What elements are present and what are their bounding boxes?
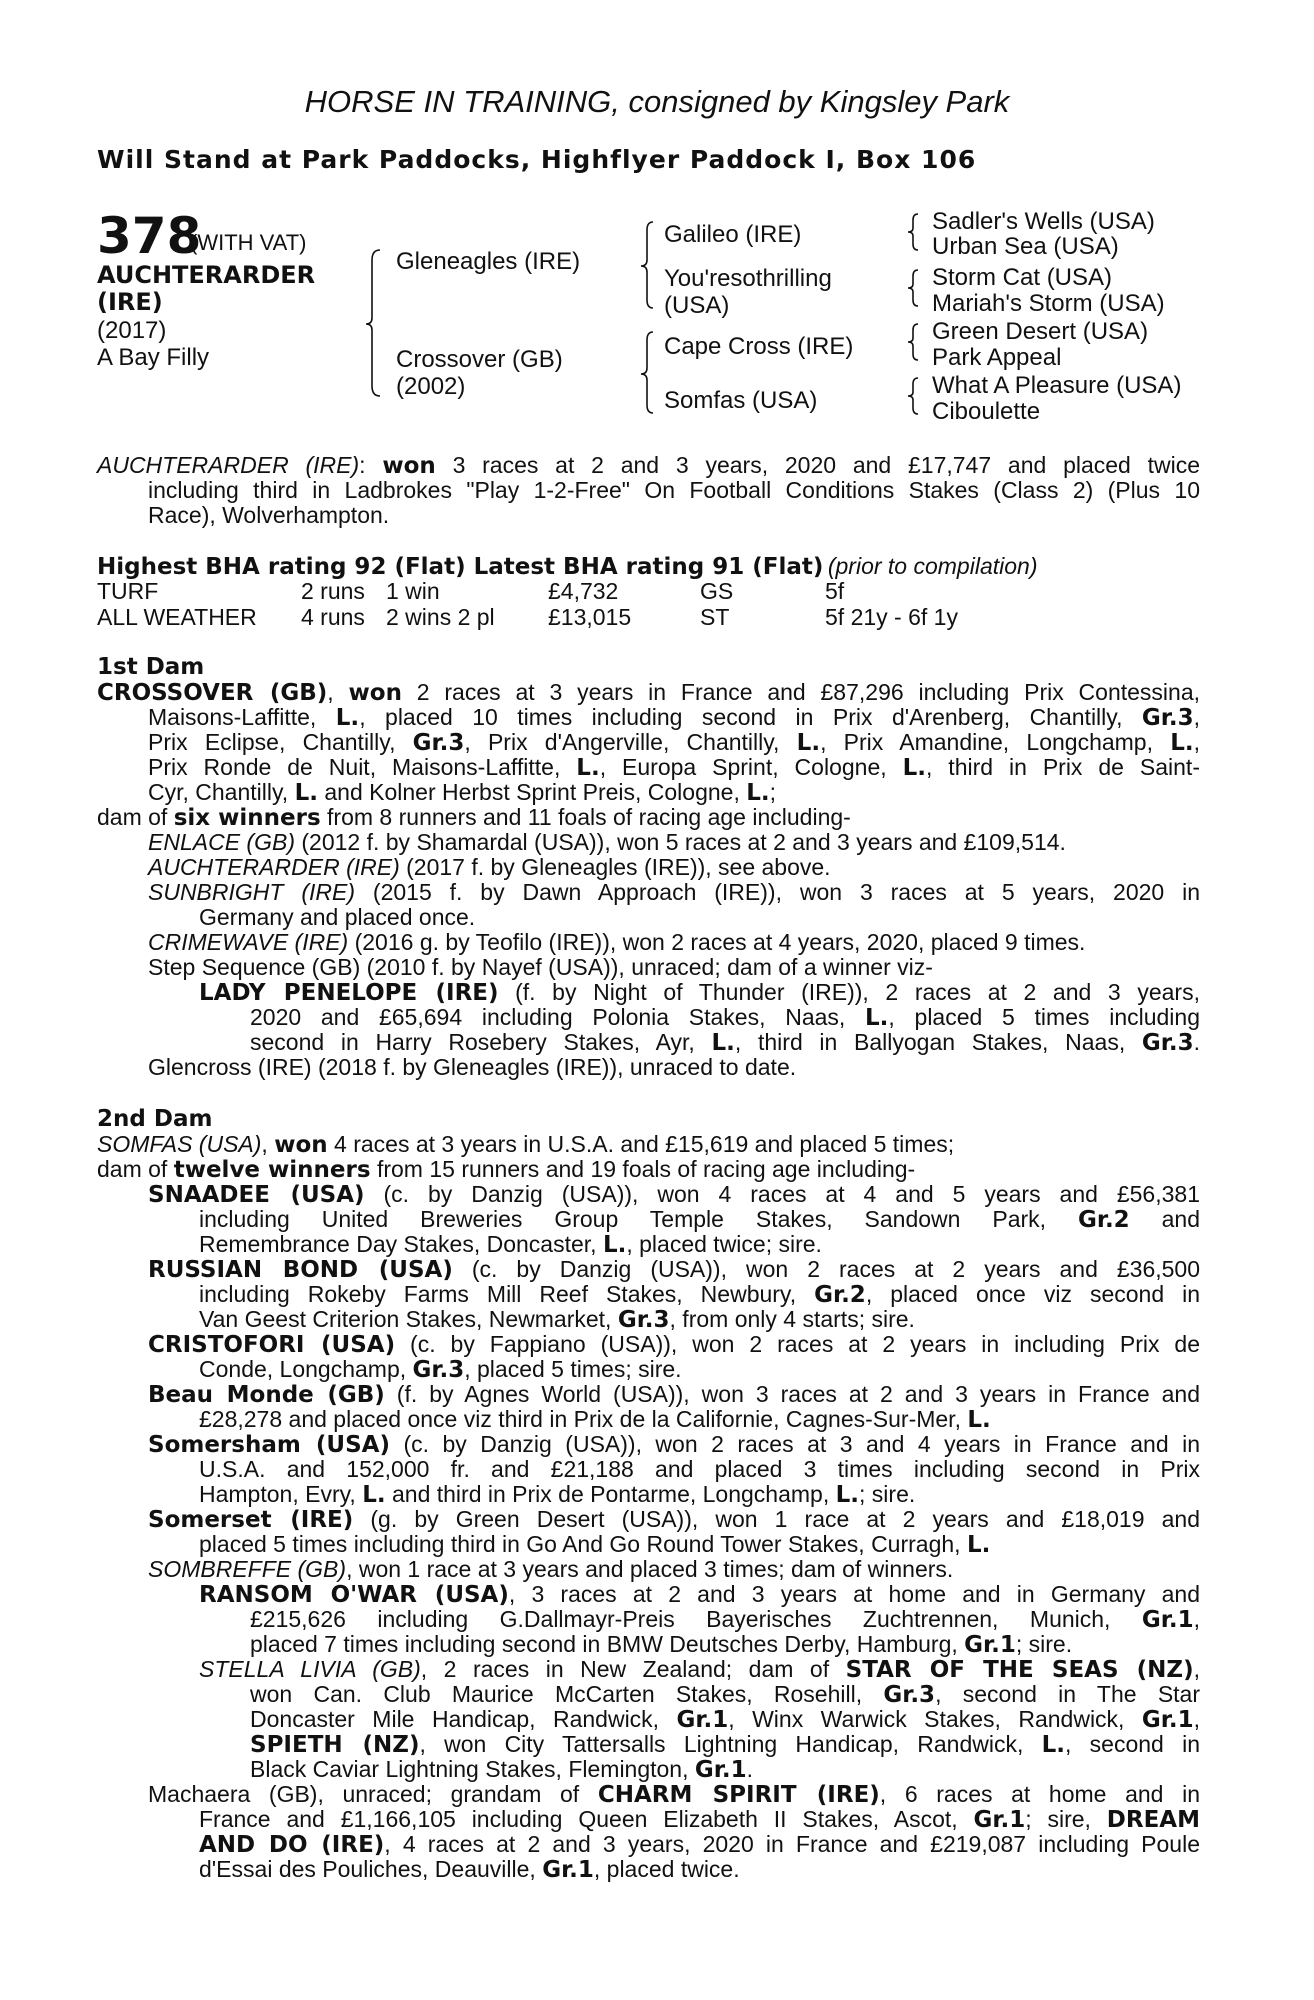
text: , xyxy=(327,679,349,705)
text: , second in The Star xyxy=(935,1681,1200,1707)
pedigree-bracket-g3-4 xyxy=(908,376,922,416)
text: , won 1 race at 3 years and placed 3 times; dam of winners. xyxy=(346,1556,954,1582)
horse-year: (2017) xyxy=(97,317,167,344)
grade-label: L. xyxy=(796,730,821,756)
grade-label: L. xyxy=(1041,1732,1066,1758)
pedigree-g3-7: What A Pleasure (USA) xyxy=(932,372,1182,399)
offspring-line xyxy=(250,1757,753,1783)
first-dam-line xyxy=(97,680,1200,706)
offspring-line xyxy=(199,1407,991,1433)
text: ; sire. xyxy=(1015,1631,1073,1657)
horse-name xyxy=(97,262,315,316)
text: (f. by Night of Thunder (IRE)), 2 races at 2 and 3 years, xyxy=(498,979,1200,1005)
offspring-name: AND DO (IRE) xyxy=(199,1832,385,1858)
dam-name: CROSSOVER (GB) xyxy=(97,680,328,706)
pedigree-dam-sire: Cape Cross (IRE) xyxy=(664,333,854,360)
text: (2017 f. by Gleneagles (IRE)), see above. xyxy=(399,854,831,880)
pedigree-dam xyxy=(396,346,563,400)
stand-location: Will Stand at Park Paddocks, Highflyer Paddock I, Box 106 xyxy=(97,145,977,174)
text: 4 races at 3 years in U.S.A. and £15,619 and placed 5 times; xyxy=(327,1131,955,1157)
offspring-name: SNAADEE (USA) xyxy=(148,1182,365,1208)
text: (g. by Green Desert (USA)), won 1 race at 2 years and £18,019 and xyxy=(353,1506,1200,1532)
text: , 2 races in New Zealand; dam of xyxy=(420,1656,846,1682)
grade-label: L. xyxy=(835,1482,860,1508)
pedigree-sire-sire: Galileo (IRE) xyxy=(664,221,802,248)
text: , xyxy=(1193,704,1200,730)
offspring-name: RUSSIAN BOND (USA) xyxy=(148,1257,453,1283)
grade-label: L. xyxy=(902,755,926,781)
rating-going: ST xyxy=(700,604,730,630)
second-dam-heading: 2nd Dam xyxy=(97,1106,213,1132)
pedigree-sire-dam xyxy=(664,265,832,319)
grade-label: Gr.3 xyxy=(617,1307,670,1333)
text: placed 5 times including third in Go And Go Round Tower Stakes, Curragh, xyxy=(199,1531,967,1557)
grade-label: Gr.1 xyxy=(964,1632,1016,1658)
offspring-name: CHARM SPIRIT (IRE) xyxy=(597,1782,880,1808)
pedigree-sire-dam-name: You'resothrilling xyxy=(664,265,832,292)
text: Maisons-Laffitte, xyxy=(148,704,336,730)
text: dam of xyxy=(97,1156,174,1182)
text: , 3 races at 2 and 3 years at home and in Germany and xyxy=(508,1581,1200,1607)
text: Prix Eclipse, Chantilly, xyxy=(148,729,413,755)
text: , won City Tattersalls Lightning Handicap, Randwick, xyxy=(419,1731,1042,1757)
text: Hampton, Evry, xyxy=(199,1481,363,1507)
text: £215,626 including G.Dallmayr-Preis Bayerisches Zuchtrennen, Munich, xyxy=(250,1606,1142,1632)
winners-count: six winners xyxy=(173,805,321,831)
grade-label: L. xyxy=(967,1407,991,1433)
text: and third in Prix de Pontarme, Longchamp, xyxy=(385,1481,836,1507)
ratings-row xyxy=(97,604,1247,630)
grade-label: L. xyxy=(335,705,360,731)
text: from 15 runners and 19 foals of racing age including- xyxy=(370,1156,916,1182)
offspring-line xyxy=(250,1707,1200,1733)
offspring-line xyxy=(148,1257,1200,1283)
rating-runs: 4 runs xyxy=(301,604,365,630)
pedigree-bracket-gen1 xyxy=(366,248,386,398)
offspring-name: DREAM xyxy=(1106,1807,1200,1833)
text: Doncaster Mile Handicap, Randwick, xyxy=(250,1706,677,1732)
text: , third in Ballyogan Stakes, Naas, xyxy=(734,1029,1142,1055)
text: 3 races at 2 and 3 years, 2020 and £17,747 and placed twice xyxy=(452,452,1201,478)
offspring-line: Germany and placed once. xyxy=(199,904,476,930)
won-label: won xyxy=(274,1132,328,1158)
offspring-line xyxy=(148,930,1085,955)
rating-prize: £4,732 xyxy=(548,578,619,604)
grade-label: L. xyxy=(576,755,600,781)
won-label: won xyxy=(348,680,402,706)
grade-label: L. xyxy=(602,1232,627,1258)
ratings-heading-text: Highest BHA rating 92 (Flat) Latest BHA rating 91 (Flat) xyxy=(97,554,824,580)
grade-label: L. xyxy=(362,1482,386,1508)
offspring-line xyxy=(199,1207,1200,1233)
offspring-line xyxy=(148,1782,1200,1808)
grade-label: L. xyxy=(294,780,318,806)
first-dam-line xyxy=(148,755,1200,781)
text: , xyxy=(261,1131,275,1157)
text: , second in xyxy=(1065,1731,1201,1757)
dam-name: SOMFAS (USA) xyxy=(97,1131,262,1157)
offspring-line xyxy=(199,1807,1200,1833)
rating-surface: ALL WEATHER xyxy=(97,604,257,630)
pedigree-bracket-sire xyxy=(641,220,659,310)
text: , xyxy=(1193,1706,1200,1732)
grade-label: Gr.1 xyxy=(1141,1607,1194,1633)
ratings-row xyxy=(97,578,1247,604)
offspring-line xyxy=(199,1532,990,1558)
offspring-line xyxy=(250,1030,1200,1056)
grade-label: L. xyxy=(711,1030,735,1056)
offspring-line xyxy=(199,1582,1200,1608)
offspring-line xyxy=(148,1557,953,1582)
text: (2015 f. by Dawn Approach (IRE)), won 3 races at 5 years, 2020 in xyxy=(355,879,1201,905)
rating-prize: £13,015 xyxy=(548,604,632,630)
text: Remembrance Day Stakes, Doncaster, xyxy=(199,1231,603,1257)
text: (c. by Danzig (USA)), won 4 races at 4 and 5 years and £56,381 xyxy=(364,1181,1200,1207)
text: 2020 and £65,694 including Polonia Stakes, Naas, xyxy=(250,1004,866,1030)
offspring-line xyxy=(199,1857,740,1883)
rating-distance: 5f 21y - 6f 1y xyxy=(825,604,958,630)
offspring-line xyxy=(148,1332,1200,1358)
rating-wins: 2 wins 2 pl xyxy=(386,604,495,630)
vat-note: (WITH VAT) xyxy=(190,230,307,255)
text: placed 7 times including second in BMW Deutsches Derby, Hamburg, xyxy=(250,1631,965,1657)
text: including United Breweries Group Temple Stakes, Sandown Park, xyxy=(199,1206,1078,1232)
rating-runs: 2 runs xyxy=(301,578,365,604)
offspring-line: U.S.A. and 152,000 fr. and £21,188 and placed 3 times including second in Prix xyxy=(199,1456,1200,1482)
offspring-name: AUCHTERARDER (IRE) xyxy=(148,854,400,880)
text: (c. by Danzig (USA)), won 2 races at 2 years and £36,500 xyxy=(452,1256,1201,1282)
grade-label: Gr.1 xyxy=(676,1707,729,1733)
pedigree-g3-2: Urban Sea (USA) xyxy=(932,233,1119,260)
offspring-line xyxy=(148,1382,1200,1408)
first-dam-line xyxy=(97,805,851,831)
text: Cyr, Chantilly, xyxy=(148,779,295,805)
text: , Prix d'Angerville, Chantilly, xyxy=(464,729,797,755)
text: , Prix Amandine, Longchamp, xyxy=(820,729,1171,755)
text: second in Harry Rosebery Stakes, Ayr, xyxy=(250,1029,712,1055)
offspring-line xyxy=(148,1507,1200,1533)
text: Machaera (GB), unraced; grandam of xyxy=(148,1781,598,1807)
text: . xyxy=(1193,1029,1200,1055)
text: d'Essai des Pouliches, Deauville, xyxy=(199,1856,543,1882)
text: and xyxy=(1129,1206,1201,1232)
horse-info xyxy=(97,317,209,371)
pedigree-g3-1: Sadler's Wells (USA) xyxy=(932,208,1155,235)
text: , placed once viz second in xyxy=(865,1281,1201,1307)
second-dam-line xyxy=(97,1157,915,1183)
grade-label: Gr.1 xyxy=(542,1857,594,1883)
text: (2016 g. by Teofilo (IRE)), won 2 races at 4 years, 2020, placed 9 times. xyxy=(348,929,1086,955)
summary-line xyxy=(97,453,1200,479)
grade-label: Gr.1 xyxy=(973,1807,1026,1833)
text: , 6 races at home and in xyxy=(879,1781,1200,1807)
grade-label: L. xyxy=(1170,730,1194,756)
text: £28,278 and placed once viz third in Prix de la Californie, Cagnes-Sur-Mer, xyxy=(199,1406,968,1432)
offspring-name: Somersham (USA) xyxy=(148,1432,390,1458)
offspring-line xyxy=(148,855,831,880)
summary-line: Race), Wolverhampton. xyxy=(148,502,390,528)
text: 2 races at 3 years in France and £87,296 including Prix Contessina, xyxy=(401,679,1200,705)
text: , xyxy=(1193,729,1200,755)
offspring-line xyxy=(199,1357,682,1383)
offspring-line xyxy=(199,1657,1200,1683)
offspring-line xyxy=(250,1732,1200,1758)
text: , Winx Warwick Stakes, Randwick, xyxy=(728,1706,1142,1732)
text: (2012 f. by Shamardal (USA)), won 5 races at 2 and 3 years and £109,514. xyxy=(294,829,1066,855)
text: , placed twice. xyxy=(593,1856,740,1882)
grade-label: Gr.1 xyxy=(694,1757,747,1783)
offspring-line xyxy=(199,1832,1200,1858)
text: , xyxy=(1193,1656,1201,1682)
text: (f. by Agnes World (USA)), won 3 races at 2 and 3 years in France and xyxy=(384,1381,1200,1407)
first-dam-heading: 1st Dam xyxy=(97,654,205,680)
text: France and £1,166,105 including Queen Elizabeth II Stakes, Ascot, xyxy=(199,1806,974,1832)
page-title: HORSE IN TRAINING, consigned by Kingsley Park xyxy=(304,84,1010,119)
pedigree-bracket-g3-3 xyxy=(908,322,922,362)
offspring-line xyxy=(148,830,1066,855)
offspring-name: ENLACE (GB) xyxy=(148,829,295,855)
pedigree-dam-year: (2002) xyxy=(396,373,466,400)
offspring-name: RANSOM O'WAR (USA) xyxy=(199,1582,509,1608)
offspring-line: Step Sequence (GB) (2010 f. by Nayef (USA)), unraced; dam of a winner viz- xyxy=(148,954,933,980)
offspring-name: Beau Monde (GB) xyxy=(148,1382,385,1408)
rating-surface: TURF xyxy=(97,578,159,604)
pedigree-g3-5: Green Desert (USA) xyxy=(932,318,1149,345)
text: ; xyxy=(769,779,777,805)
text: Prix Ronde de Nuit, Maisons-Laffitte, xyxy=(148,754,577,780)
ratings-heading xyxy=(97,553,1037,580)
won-label: won xyxy=(382,453,436,479)
offspring-name: SUNBRIGHT (IRE) xyxy=(148,879,356,905)
pedigree-dam-name: Crossover (GB) xyxy=(396,346,563,373)
offspring-line xyxy=(250,1632,1072,1658)
horse-name-line1: AUCHTERARDER xyxy=(97,261,316,289)
rating-distance: 5f xyxy=(825,578,845,604)
text: won Can. Club Maurice McCarten Stakes, Rosehill, xyxy=(250,1681,884,1707)
offspring-line xyxy=(148,1432,1200,1458)
ratings-table xyxy=(97,578,1247,630)
offspring-name: STAR OF THE SEAS (NZ) xyxy=(845,1657,1194,1683)
offspring-line xyxy=(199,1282,1200,1308)
text: , third in Prix de Saint- xyxy=(925,754,1200,780)
offspring-name: CRISTOFORI (USA) xyxy=(148,1332,396,1358)
pedigree-sire: Gleneagles (IRE) xyxy=(396,248,581,275)
pedigree-bracket-dam xyxy=(641,330,659,415)
offspring-name: Somerset (IRE) xyxy=(148,1507,354,1533)
text: (c. by Danzig (USA)), won 2 races at 3 and 4 years in France and in xyxy=(389,1431,1200,1457)
text: , placed 10 times including second in Prix d'Arenberg, Chantilly, xyxy=(359,704,1142,730)
grade-label: Gr.3 xyxy=(1141,705,1194,731)
text: : xyxy=(359,452,366,478)
first-dam-line xyxy=(148,730,1200,756)
horse-description: A Bay Filly xyxy=(97,344,210,371)
grade-label: Gr.1 xyxy=(1141,1707,1194,1733)
offspring-line xyxy=(250,1607,1200,1633)
winners-count: twelve winners xyxy=(173,1157,371,1183)
offspring-name: CRIMEWAVE (IRE) xyxy=(148,929,349,955)
offspring-name: SPIETH (NZ) xyxy=(250,1732,420,1758)
text: from 8 runners and 11 foals of racing age including- xyxy=(320,804,851,830)
grade-label: Gr.2 xyxy=(1078,1207,1130,1233)
second-dam-line xyxy=(97,1132,954,1158)
grade-label: L. xyxy=(966,1532,991,1558)
text: , placed 5 times; sire. xyxy=(464,1356,682,1382)
pedigree-sire-dam-country: (USA) xyxy=(664,292,730,319)
offspring-line xyxy=(199,1232,822,1258)
ratings-note: (prior to compilation) xyxy=(827,553,1038,579)
text: dam of xyxy=(97,804,174,830)
offspring-line xyxy=(199,1482,915,1508)
summary-horse-name: AUCHTERARDER (IRE) xyxy=(97,452,360,478)
horse-name-line2: (IRE) xyxy=(97,288,163,316)
first-dam-line xyxy=(148,705,1200,731)
rating-wins: 1 win xyxy=(386,578,440,604)
text: and Kolner Herbst Sprint Preis, Cologne, xyxy=(317,779,747,805)
grade-label: Gr.2 xyxy=(814,1282,866,1308)
pedigree-g3-6: Park Appeal xyxy=(932,344,1062,371)
offspring-line xyxy=(199,980,1200,1006)
text: Black Caviar Lightning Stakes, Flemington, xyxy=(250,1756,695,1782)
text: ; sire, xyxy=(1025,1806,1107,1832)
grade-label: L. xyxy=(746,780,770,806)
pedigree-bracket-g3-1 xyxy=(908,212,922,252)
text: including Rokeby Farms Mill Reef Stakes, Newbury, xyxy=(199,1281,815,1307)
offspring-name: LADY PENELOPE (IRE) xyxy=(199,980,499,1006)
pedigree-g3-8: Ciboulette xyxy=(932,398,1041,425)
text: , 4 races at 2 and 3 years, 2020 in France and £219,087 including Poule xyxy=(384,1831,1200,1857)
offspring-line xyxy=(199,1307,915,1333)
pedigree-g3-4: Mariah's Storm (USA) xyxy=(932,290,1165,317)
pedigree-bracket-g3-2 xyxy=(908,268,922,308)
offspring-line xyxy=(250,1682,1200,1708)
text: Conde, Longchamp, xyxy=(199,1356,413,1382)
text: . xyxy=(746,1756,753,1782)
text: , xyxy=(1193,1606,1200,1632)
grade-label: Gr.3 xyxy=(883,1682,936,1708)
offspring-name: STELLA LIVIA (GB) xyxy=(199,1656,421,1682)
text: Van Geest Criterion Stakes, Newmarket, xyxy=(199,1306,618,1332)
pedigree-dam-dam: Somfas (USA) xyxy=(664,387,818,414)
text: , placed 5 times including xyxy=(888,1004,1200,1030)
grade-label: L. xyxy=(865,1005,889,1031)
grade-label: Gr.3 xyxy=(412,730,465,756)
text: (c. by Fappiano (USA)), won 2 races at 2 years in including Prix de xyxy=(395,1331,1200,1357)
rating-going: GS xyxy=(700,578,734,604)
offspring-line: Glencross (IRE) (2018 f. by Gleneagles (IRE)), unraced to date. xyxy=(148,1054,797,1080)
offspring-line xyxy=(250,1005,1200,1031)
summary-line: including third in Ladbrokes "Play 1-2-Free" On Football Conditions Stakes (Class 2) (Plus 10 xyxy=(148,477,1200,503)
offspring-line xyxy=(148,880,1200,905)
text: , from only 4 starts; sire. xyxy=(669,1306,915,1332)
first-dam-line xyxy=(148,780,776,806)
offspring-line xyxy=(148,1182,1200,1208)
lot-number: 378 xyxy=(97,207,202,265)
grade-label: Gr.3 xyxy=(412,1357,465,1383)
text: ; sire. xyxy=(859,1481,916,1507)
pedigree-g3-3: Storm Cat (USA) xyxy=(932,264,1113,291)
grade-label: Gr.3 xyxy=(1141,1030,1194,1056)
text: , Europa Sprint, Cologne, xyxy=(599,754,903,780)
text: , placed twice; sire. xyxy=(626,1231,822,1257)
offspring-name: SOMBREFFE (GB) xyxy=(148,1556,347,1582)
